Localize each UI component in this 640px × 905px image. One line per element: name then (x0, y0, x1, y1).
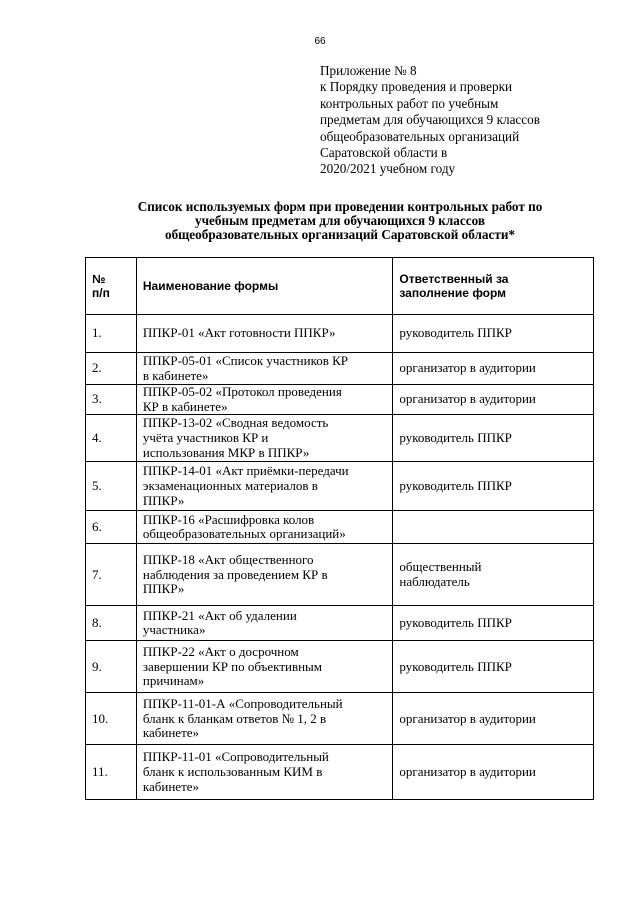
form-name-line: ППКР-05-02 «Протокол проведения (142, 384, 342, 399)
form-name-cell (136, 693, 392, 745)
appendix-line: общеобразовательных организаций (320, 128, 520, 144)
form-name-line: кабинете» (142, 778, 200, 794)
form-name-line: ППКР-05-01 «Список участников КР (142, 352, 349, 368)
responsible-cell (393, 693, 594, 745)
responsible-line: наблюдатель (399, 573, 470, 589)
header-responsible-line: Ответственный за (399, 272, 509, 286)
form-name-line: общеобразовательных организаций» (142, 526, 346, 542)
table-row (86, 606, 594, 641)
row-number: 10. (86, 693, 137, 745)
form-name-line: учёта участников КР и (142, 430, 269, 446)
appendix-line: Приложение № 8 (320, 63, 417, 78)
table-row (86, 511, 594, 544)
form-name-line: в кабинете» (142, 367, 209, 383)
table-row (86, 315, 594, 353)
form-name-line: участника» (142, 622, 206, 638)
table-row (86, 385, 594, 415)
responsible-cell (393, 385, 594, 415)
form-name-cell (136, 462, 392, 511)
form-name-line: использования МКР в ППКР» (142, 444, 310, 460)
form-name-cell (136, 511, 392, 544)
table-header-row (86, 258, 594, 315)
responsible-cell (393, 544, 594, 606)
responsible-line: организатор в аудитории (399, 391, 536, 407)
row-number: 1. (86, 315, 137, 353)
appendix-line: Саратовской области в (320, 145, 448, 161)
form-name-cell (136, 415, 392, 462)
form-name-line: причинам» (142, 673, 205, 689)
table-row (86, 353, 594, 385)
form-name-cell (136, 315, 392, 353)
responsible-line: руководитель ППКР (399, 658, 512, 674)
table-row (86, 415, 594, 462)
row-number: 7. (86, 544, 137, 606)
header-form-name: Наименование формы (136, 258, 392, 315)
appendix-line: 2020/2021 учебном году (320, 161, 456, 177)
row-number: 6. (86, 511, 137, 544)
responsible-cell (393, 462, 594, 511)
form-name-cell (136, 641, 392, 693)
form-name-line: ППКР-11-01-А «Сопроводительный (142, 695, 343, 711)
title-line: Список используемых форм при проведении контрольных работ по (137, 199, 543, 214)
form-name-line: кабинете» (142, 725, 200, 741)
form-name-line: наблюдения за проведением КР в (142, 566, 328, 582)
form-name-cell (136, 353, 392, 385)
row-number: 8. (86, 606, 137, 641)
responsible-line: общественный (399, 559, 482, 575)
responsible-line: руководитель ППКР (399, 615, 512, 631)
row-number: 2. (86, 353, 137, 385)
responsible-cell (393, 745, 594, 800)
header-number (86, 258, 137, 315)
responsible-line: руководитель ППКР (399, 430, 512, 446)
appendix-line: к Порядку проведения и проверки (320, 79, 513, 95)
form-name-line: бланк к использованным КИМ в (142, 764, 323, 780)
header-responsible (393, 258, 594, 315)
form-name-line: завершении КР по объективным (142, 658, 323, 674)
row-number: 9. (86, 641, 137, 693)
row-number: 3. (86, 385, 137, 415)
title-line: учебным предметам для обучающихся 9 классов (195, 213, 485, 229)
form-name-cell (136, 385, 392, 415)
forms-table (85, 257, 594, 800)
table-row (86, 641, 594, 693)
row-number: 5. (86, 462, 137, 511)
responsible-line: организатор в аудитории (399, 764, 536, 780)
header-number-line: п/п (92, 286, 110, 300)
table-row (86, 693, 594, 745)
table-row (86, 544, 594, 606)
page-number: 66 (314, 36, 326, 47)
row-number: 4. (86, 415, 137, 462)
table-row (86, 745, 594, 800)
appendix-line: предметам для обучающихся 9 классов (320, 112, 540, 128)
form-name-line: ППКР-01 «Акт готовности ППКР» (142, 325, 336, 341)
form-name-line: КР в кабинете» (142, 398, 228, 414)
document-title (90, 200, 590, 243)
responsible-cell (393, 511, 594, 544)
form-name-line: ППКР» (142, 492, 185, 508)
header-number-line: № (92, 272, 106, 286)
responsible-cell (393, 353, 594, 385)
form-name-cell (136, 544, 392, 606)
responsible-line: организатор в аудитории (399, 360, 536, 376)
responsible-line: руководитель ППКР (399, 325, 512, 341)
form-name-line: бланк к бланкам ответов № 1, 2 в (142, 710, 327, 726)
responsible-line: руководитель ППКР (399, 478, 512, 494)
header-responsible-line: заполнение форм (399, 286, 507, 300)
form-name-line: ППКР-22 «Акт о досрочном (142, 643, 299, 659)
appendix-reference (320, 63, 620, 178)
form-name-line: ППКР-18 «Акт общественного (142, 551, 314, 567)
form-name-line: ППКР-14-01 «Акт приёмки-передачи (142, 463, 349, 479)
responsible-cell (393, 315, 594, 353)
row-number: 11. (86, 745, 137, 800)
responsible-line: организатор в аудитории (399, 710, 536, 726)
form-name-line: ППКР-16 «Расшифровка колов (142, 511, 315, 527)
appendix-line: контрольных работ по учебным (320, 95, 499, 111)
form-name-line: ППКР-13-02 «Сводная ведомость (142, 415, 329, 431)
responsible-cell (393, 606, 594, 641)
table-row (86, 462, 594, 511)
responsible-cell (393, 415, 594, 462)
responsible-cell (393, 641, 594, 693)
title-line: общеобразовательных организаций Саратовской области* (164, 227, 516, 243)
form-name-line: экзаменационных материалов в (142, 478, 318, 494)
form-name-cell (136, 606, 392, 641)
form-name-line: ППКР» (142, 581, 185, 597)
form-name-line: ППКР-21 «Акт об удалении (142, 607, 297, 623)
form-name-line: ППКР-11-01 «Сопроводительный (142, 749, 329, 765)
form-name-cell (136, 745, 392, 800)
